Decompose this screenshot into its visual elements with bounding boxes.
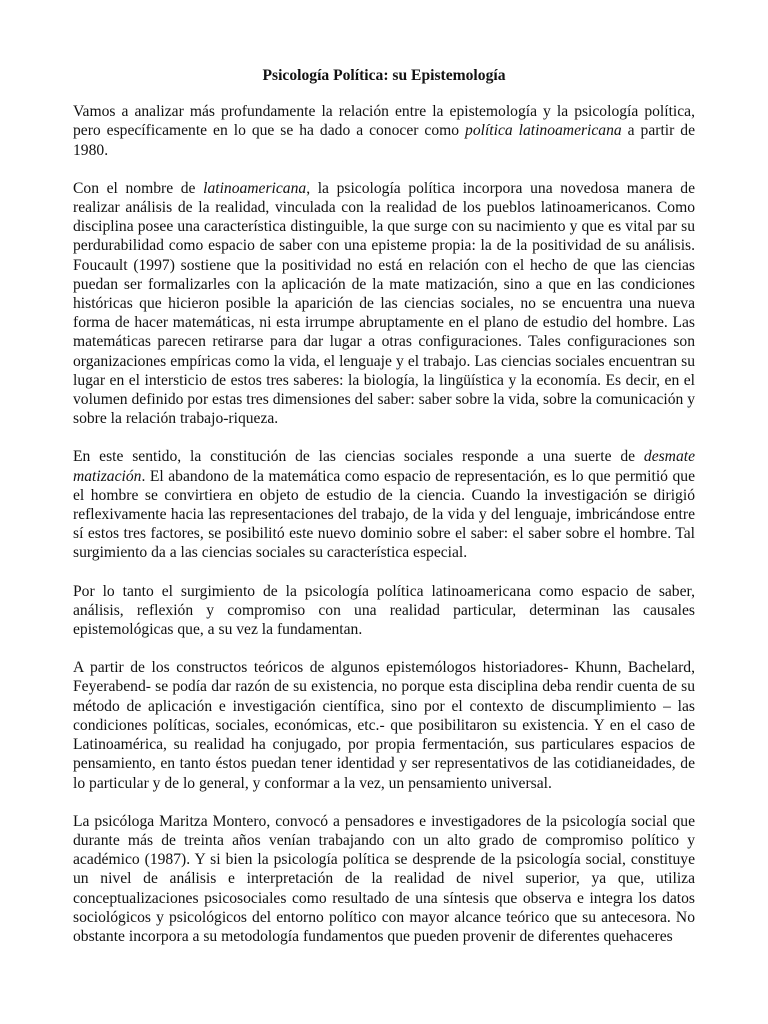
paragraph-3-emphasis: desmate matización — [73, 448, 695, 485]
paragraph-2 — [73, 179, 695, 429]
paragraph-6-text: La psicóloga Maritza Montero, convocó a pensadores e investigadores de la psicología social que durante más de treinta años venían trabajando con un alto grado de compromiso político y académico (1987). Y si bien la psicología política se desprende de la psicología social, constituye un nivel de análisis e interpretación de la realidad de nivel superior, ya que, utiliza conceptualizaciones psicosociales como resultado de una síntesis que observa e integra los datos sociológicos y psicológicos del entorno político con mayor alcance teórico que su antecesora. No obstante incorpora a su metodología fundamentos que pueden provenir de diferentes quehaceres — [73, 812, 695, 945]
paragraph-1-emphasis: política latinoamericana — [465, 122, 622, 140]
paragraph-3 — [73, 447, 695, 562]
document-body — [73, 66, 695, 965]
paragraph-5-text: A partir de los constructos teóricos de algunos epistemólogos historiadores- Khunn, Bachelard, Feyerabend- se podía dar razón de su existencia, no porque esta disciplina deba rendir cuenta de su método de aplicación e investigación científica, sino por el contexto de discumplimiento – las condiciones políticas, sociales, económicas, etc.- que posibilitaron su existencia. Y en el caso de Latinoamérica, su realidad ha conjugado, por propia fermentación, sus particulares espacios de pensamiento, en tanto éstos puedan tener identidad y ser representativos de las cotidianeidades, de lo particular y de lo general, y conformar a la vez, un pensamiento universal. — [73, 659, 695, 792]
document-title: Psicología Política: su Epistemología — [262, 67, 506, 84]
paragraph-1 — [73, 102, 695, 160]
paragraph-3-text-a: En este sentido, la constitución de las ciencias sociales responde a una suerte de — [73, 448, 644, 466]
paragraph-6 — [73, 812, 695, 946]
paragraph-1-text-b: a partir de 1980. — [73, 122, 695, 159]
paragraph-4 — [73, 582, 695, 640]
paragraph-2-text-b: , la psicología política incorpora una novedosa manera de realizar análisis de la realidad, vinculada con la realidad de los pueblos latinoamericanos. Como disciplina posee una característica distinguible, la que surge con su nacimiento y que es vital par su perdurabilidad como espacio de saber con una episteme propia: la de la positividad de su análisis. Foucault (1997) sostiene que la positividad no está en relación con el hecho de que las ciencias puedan ser formalizarles con la aplicación de la mate matización, sino a que en las condiciones históricas que hicieron posible la aparición de las ciencias sociales, no se encuentra una nueva forma de hacer matemáticas, ni esta irrumpe abruptamente en el plano de estudio del hombre. Las matemáticas parecen retirarse para dar lugar a otras configuraciones. Tales configuraciones son organizaciones empíricas como la vida, el lenguaje y el trabajo. Las ciencias sociales encuentran su lugar en el intersticio de estos tres saberes: la biología, la lingüística y la economía. Es decir, en el volumen definido por estas tres dimensiones del saber: saber sobre la vida, sobre la comunicación y sobre la relación trabajo-riqueza. — [73, 179, 695, 428]
paragraph-3-text-b: . El abandono de la matemática como espacio de representación, es lo que permitió que el hombre se convirtiera en objeto de estudio de la ciencia. Cuando la investigación se dirigió reflexivamente hacia las representaciones del trabajo, de la vida y del lenguaje, imbricándose entre sí estos tres factores, se posibilitó este nuevo dominio sobre el saber: el saber sobre el hombre. Tal surgimiento da a las ciencias sociales su característica especial. — [73, 467, 695, 562]
paragraph-2-text-a: Con el nombre de — [73, 179, 204, 197]
paragraph-2-emphasis: latinoamericana — [203, 179, 307, 197]
paragraph-1-text-a: Vamos a analizar más profundamente la relación entre la epistemología y la psicología política, pero específicamente en lo que se ha dado a conocer como — [73, 103, 695, 140]
paragraph-4-text: Por lo tanto el surgimiento de la psicología política latinoamericana como espacio de saber, análisis, reflexión y compromiso con una realidad particular, determinan las causales epistemológicas que, a su vez la fundamentan. — [73, 582, 695, 639]
paragraph-5 — [73, 658, 695, 792]
